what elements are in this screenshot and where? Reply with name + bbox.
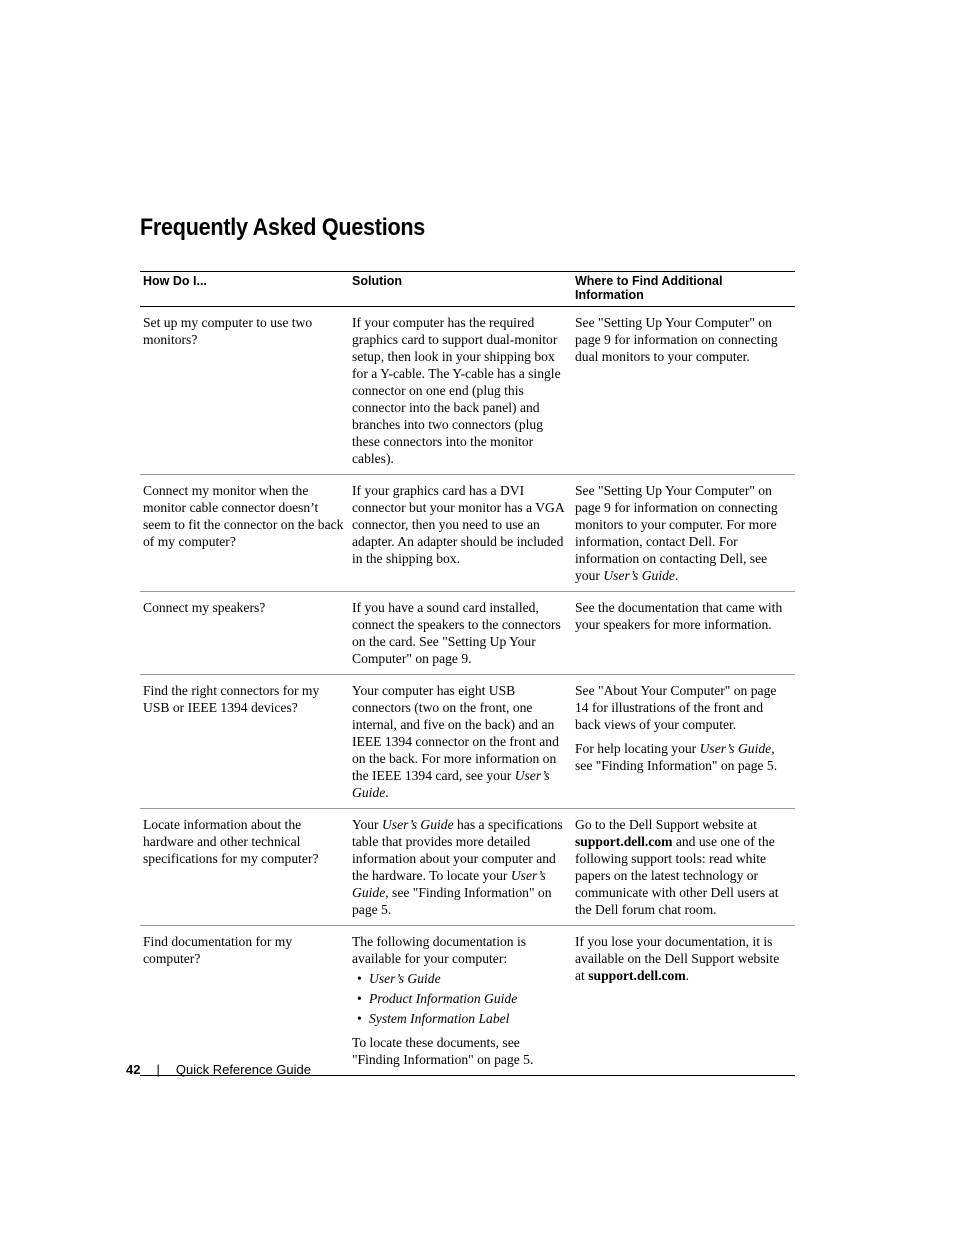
solution-cell [349, 675, 572, 809]
users-guide-ref: User’s Guide [352, 768, 550, 800]
guide-title: Quick Reference Guide [175, 1062, 311, 1077]
solution-cell [349, 926, 572, 1076]
header-additional-info: Where to Find Additional Information [572, 272, 795, 307]
info-cell: See the documentation that came with your speakers for more information. [572, 592, 795, 675]
solution-text: Your [352, 817, 382, 832]
table-row [140, 926, 795, 1076]
info-cell [572, 809, 795, 926]
users-guide-ref: User’s Guide [352, 868, 546, 900]
table-row [140, 307, 795, 475]
info-paragraph [575, 740, 792, 774]
info-cell [572, 475, 795, 592]
solution-text: , see "Finding Information" on page 5. [352, 885, 552, 917]
solution-text: Your computer has eight USB connectors (two on the front, one internal, and five on the back) and an IEEE 1394 connector on the front and on the back. For more information on the IEEE 1394 card, see your [352, 683, 559, 783]
doc-title: System Information Label [369, 1011, 510, 1026]
info-text: and use one of the following support tools: read white papers on the latest technology or communicate with other Dell users at the Dell forum chat room. [575, 834, 779, 917]
table-row [140, 475, 795, 592]
info-text: . [674, 568, 679, 583]
support-url-link[interactable]: support.dell.com [588, 968, 686, 983]
list-item [357, 970, 569, 987]
bullet: • [357, 971, 362, 986]
page-title: Frequently Asked Questions [140, 214, 426, 241]
doc-title: User’s Guide [369, 971, 441, 986]
question-cell: Connect my speakers? [140, 592, 349, 675]
info-paragraph: See "About Your Computer" on page 14 for illustrations of the front and back views of your computer. [575, 683, 777, 732]
question-cell: Set up my computer to use two monitors? [140, 307, 349, 475]
support-url-link[interactable]: support.dell.com [575, 834, 673, 849]
info-text: Go to the Dell Support website at [575, 817, 757, 832]
list-item [357, 1010, 569, 1027]
documentation-list [352, 970, 569, 1027]
table-row [140, 809, 795, 926]
doc-title: Product Information Guide [369, 991, 518, 1006]
solution-intro: The following documentation is available for your computer: [352, 934, 527, 966]
question-cell: Find the right connectors for my USB or IEEE 1394 devices? [140, 675, 349, 809]
list-item [357, 990, 569, 1007]
info-text: . [685, 968, 690, 983]
info-text: See "Setting Up Your Computer" on page 9 for information on connecting monitors to your computer. For more information, contact Dell. For information on contacting Dell, see your [575, 483, 778, 583]
header-how-do-i: How Do I... [140, 272, 349, 307]
info-cell [572, 926, 795, 1076]
solution-cell [349, 809, 572, 926]
info-text: If you lose your documentation, it is available on the Dell Support website at [575, 934, 780, 983]
solution-text: . [385, 785, 389, 800]
footer-separator: | [156, 1062, 160, 1077]
info-cell [572, 675, 795, 809]
faq-table [140, 271, 795, 1076]
question-cell: Locate information about the hardware and other technical specifications for my computer? [140, 809, 349, 926]
users-guide-ref: User’s Guide [699, 741, 772, 756]
question-cell: Connect my monitor when the monitor cable connector doesn’t seem to fit the connector on the back of my computer? [140, 475, 349, 592]
bullet: • [357, 991, 362, 1006]
table-header-row [140, 272, 795, 307]
solution-text: has a specifications table that provides more detailed information about your computer and the hardware. To locate your [352, 817, 563, 883]
solution-cell: If your computer has the required graphics card to support dual-monitor setup, then look in your shipping box for a Y-cable. The Y-cable has a single connector on one end (plug this connector into the back panel) and branches into two connectors (plug these connectors into the monitor cables). [349, 307, 572, 475]
info-text: For help locating your [575, 741, 700, 756]
solution-cell: If you have a sound card installed, connect the speakers to the connectors on the card. See "Setting Up Your Computer" on page 9. [349, 592, 572, 675]
users-guide-ref: User’s Guide [381, 817, 454, 832]
solution-cell: If your graphics card has a DVI connector but your monitor has a VGA connector, then you need to use an adapter. An adapter should be included in the shipping box. [349, 475, 572, 592]
info-cell: See "Setting Up Your Computer" on page 9 for information on connecting dual monitors to your computer. [572, 307, 795, 475]
table-row [140, 592, 795, 675]
header-solution: Solution [349, 272, 572, 307]
bullet: • [357, 1011, 362, 1026]
question-cell: Find documentation for my computer? [140, 926, 349, 1076]
page-footer [126, 1062, 311, 1077]
solution-outro: To locate these documents, see "Finding Information" on page 5. [352, 1035, 534, 1067]
users-guide-ref: User’s Guide [603, 568, 675, 583]
table-row [140, 675, 795, 809]
page-number: 42 [126, 1062, 141, 1077]
info-text: , see "Finding Information" on page 5. [575, 741, 778, 773]
